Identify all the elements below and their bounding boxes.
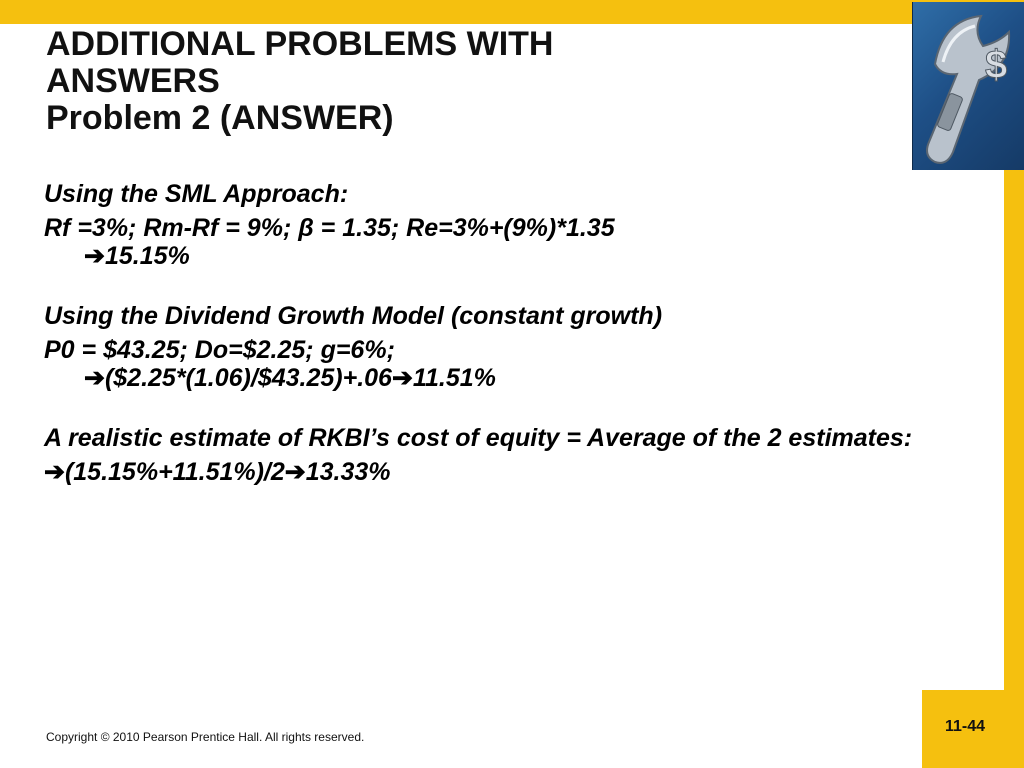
- avg-calc: (15.15%+11.51%)/2: [64, 458, 285, 486]
- avg-result: 13.33%: [305, 458, 391, 486]
- dgm-inputs: P0 = $43.25; Do=$2.25; g=6%;: [44, 336, 395, 364]
- sml-formula: [44, 214, 944, 270]
- slide-title: [46, 26, 906, 137]
- sml-heading: Using the SML Approach:: [44, 180, 349, 208]
- right-arrow-icon: ➔: [44, 458, 65, 486]
- average-formula: [44, 458, 944, 486]
- right-arrow-icon: ➔: [84, 242, 105, 270]
- dgm-result: 11.51%: [412, 364, 496, 392]
- page-number: 11-44: [944, 718, 986, 735]
- dgm-heading: Using the Dividend Growth Model (constant growth): [44, 302, 663, 330]
- page-number-box: [922, 690, 1008, 768]
- sml-formula-text: Rf =3%; Rm-Rf = 9%; β = 1.35; Re=3%+(9%)*1.35: [44, 214, 615, 242]
- right-arrow-icon: ➔: [284, 458, 306, 486]
- title-line-1: ADDITIONAL PROBLEMS WITH: [46, 25, 554, 63]
- svg-text:$: $: [985, 43, 1008, 87]
- title-line-2: ANSWERS: [46, 62, 220, 100]
- slide-body: [44, 180, 944, 486]
- right-arrow-icon: ➔: [84, 364, 105, 392]
- dgm-calc: ($2.25*(1.06)/$43.25)+.06: [104, 364, 392, 392]
- estimate-text: A realistic estimate of RKBI’s cost of equity = Average of the 2 estimates:: [44, 424, 913, 452]
- right-arrow-icon: ➔: [391, 364, 413, 392]
- dgm-formula: [44, 336, 944, 392]
- wrench-dollar-icon: [912, 2, 1024, 170]
- copyright-text: Copyright © 2010 Pearson Prentice Hall. All rights reserved.: [46, 730, 365, 744]
- sml-result: 15.15%: [104, 242, 190, 270]
- title-line-3: Problem 2 (ANSWER): [46, 99, 394, 137]
- top-accent-bar: [0, 0, 1024, 24]
